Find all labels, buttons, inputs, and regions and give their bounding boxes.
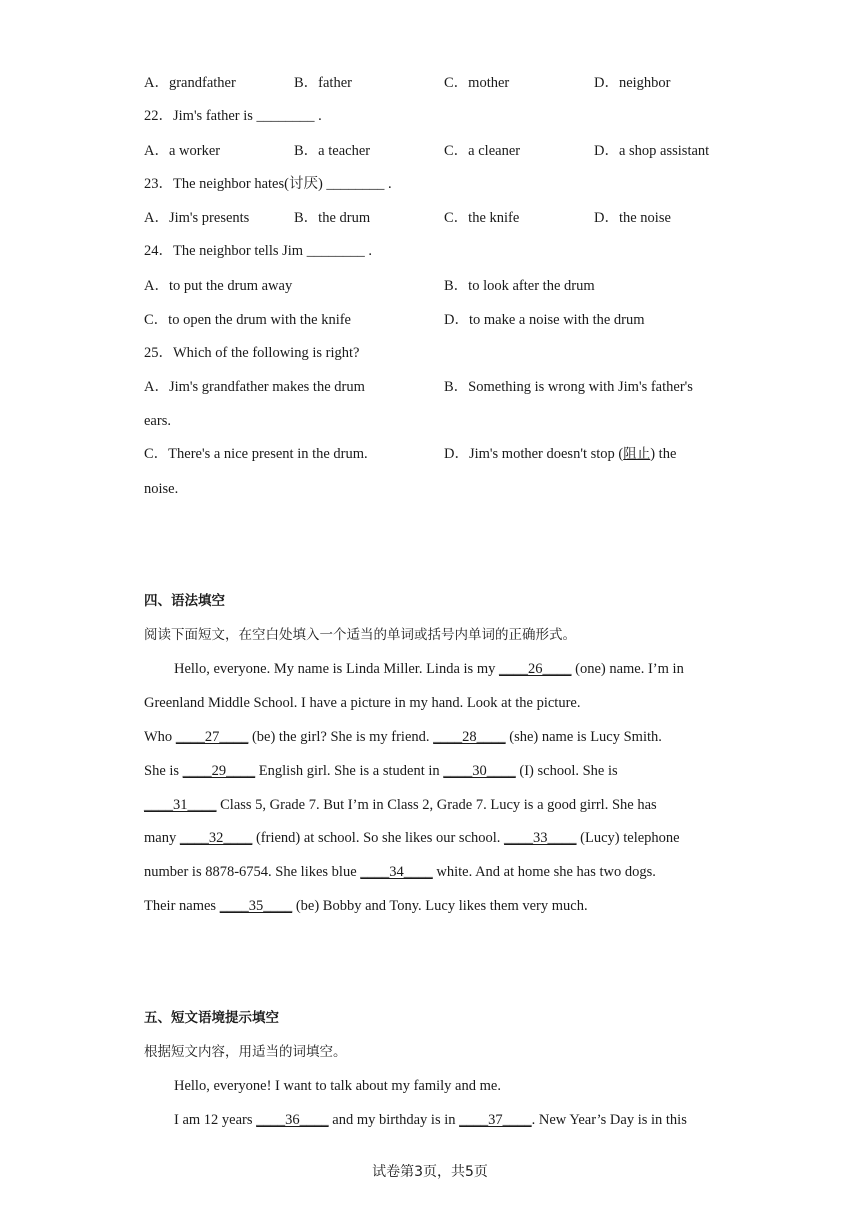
passage-line: Their names ____35____ (be) Bobby and Tony. Lucy likes them very much. — [144, 898, 588, 914]
q22-stem: 22．Jim's father is ________ . — [144, 108, 322, 124]
q24-option-b: B．to look after the drum — [444, 278, 595, 294]
q24-option-d: D．to make a noise with the drum — [444, 312, 645, 328]
q23-option-c: C．the knife — [444, 210, 520, 226]
q23-option-d: D．the noise — [594, 210, 671, 226]
section4-heading: 四、语法填空 — [144, 593, 225, 609]
q22-option-a: A．a worker — [144, 143, 221, 159]
q21-option-d: D．neighbor — [594, 75, 671, 91]
blank-33: ____33____ — [504, 830, 577, 846]
section5-instruction: 根据短文内容，用适当的词填空。 — [144, 1044, 347, 1060]
blank-29: ____29____ — [182, 763, 256, 779]
blank-26: ____26____ — [498, 661, 572, 677]
passage-line: number is 8878-6754. She likes blue ____34____ white. And at home she has two dogs. — [144, 864, 656, 880]
q25-option-c: C．There's a nice present in the drum. — [144, 446, 368, 462]
blank-28: ____28____ — [433, 729, 506, 745]
q22-option-d: D．a shop assistant — [594, 143, 710, 159]
q25-option-d: D．Jim's mother doesn't stop (阻止) the — [444, 446, 677, 462]
passage-line: She is ____29____ English girl. She is a student in ____30____ (I) school. She is — [144, 763, 618, 779]
q23-option-a: A．Jim's presents — [144, 210, 250, 226]
q21-option-c: C．mother — [444, 75, 510, 91]
blank-32: ____32____ — [179, 830, 253, 846]
passage-line: Greenland Middle School. I have a picture in my hand. Look at the picture. — [144, 695, 581, 711]
passage-line: Hello, everyone! I want to talk about my family and me. — [174, 1078, 501, 1094]
blank-30: ____30____ — [443, 763, 516, 779]
blank-36: ____36____ — [256, 1112, 329, 1128]
blank-27: ____27____ — [175, 729, 249, 745]
passage-line: Who ____27____ (be) the girl? She is my friend. ____28____ (she) name is Lucy Smith. — [144, 729, 662, 745]
page-footer: 试卷第3页，共5页 — [372, 1164, 488, 1180]
q21-option-b: B．father — [294, 75, 352, 91]
q24-option-c: C．to open the drum with the knife — [144, 312, 351, 328]
q21-option-a: A．grandfather — [144, 75, 236, 91]
q25-option-b-continuation: ears. — [144, 413, 171, 429]
q25-option-a: A．Jim's grandfather makes the drum — [144, 379, 365, 395]
blank-37: ____37____ — [459, 1112, 532, 1128]
blank-35: ____35____ — [219, 898, 293, 914]
passage-line: ____31____ Class 5, Grade 7. But I’m in Class 2, Grade 7. Lucy is a good girrl. She has — [144, 797, 657, 813]
passage-line: many ____32____ (friend) at school. So she likes our school. ____33____ (Lucy) telephone — [144, 830, 680, 846]
blank-34: ____34____ — [360, 864, 433, 880]
blank-31: ____31____ — [144, 797, 217, 813]
section5-heading: 五、短文语境提示填空 — [144, 1010, 279, 1026]
q24-option-a: A．to put the drum away — [144, 278, 293, 294]
passage-line: I am 12 years ____36____ and my birthday is in ____37____. New Year’s Day is in this — [174, 1112, 687, 1128]
q25-option-b: B．Something is wrong with Jim's father's — [444, 379, 693, 395]
q22-option-b: B．a teacher — [294, 143, 371, 159]
q23-stem: 23．The neighbor hates(讨厌) ________ . — [144, 176, 392, 192]
section4-instruction: 阅读下面短文，在空白处填入一个适当的单词或括号内单词的正确形式。 — [144, 627, 576, 643]
q22-option-c: C．a cleaner — [444, 143, 521, 159]
q25-option-d-continuation: noise. — [144, 481, 179, 497]
glossary-term: 阻止 — [623, 446, 651, 462]
q23-option-b: B．the drum — [294, 210, 371, 226]
passage-line: Hello, everyone. My name is Linda Miller. Linda is my ____26____ (one) name. I’m in — [174, 661, 684, 677]
q24-stem: 24．The neighbor tells Jim ________ . — [144, 243, 372, 259]
q25-stem: 25．Which of the following is right? — [144, 345, 360, 361]
